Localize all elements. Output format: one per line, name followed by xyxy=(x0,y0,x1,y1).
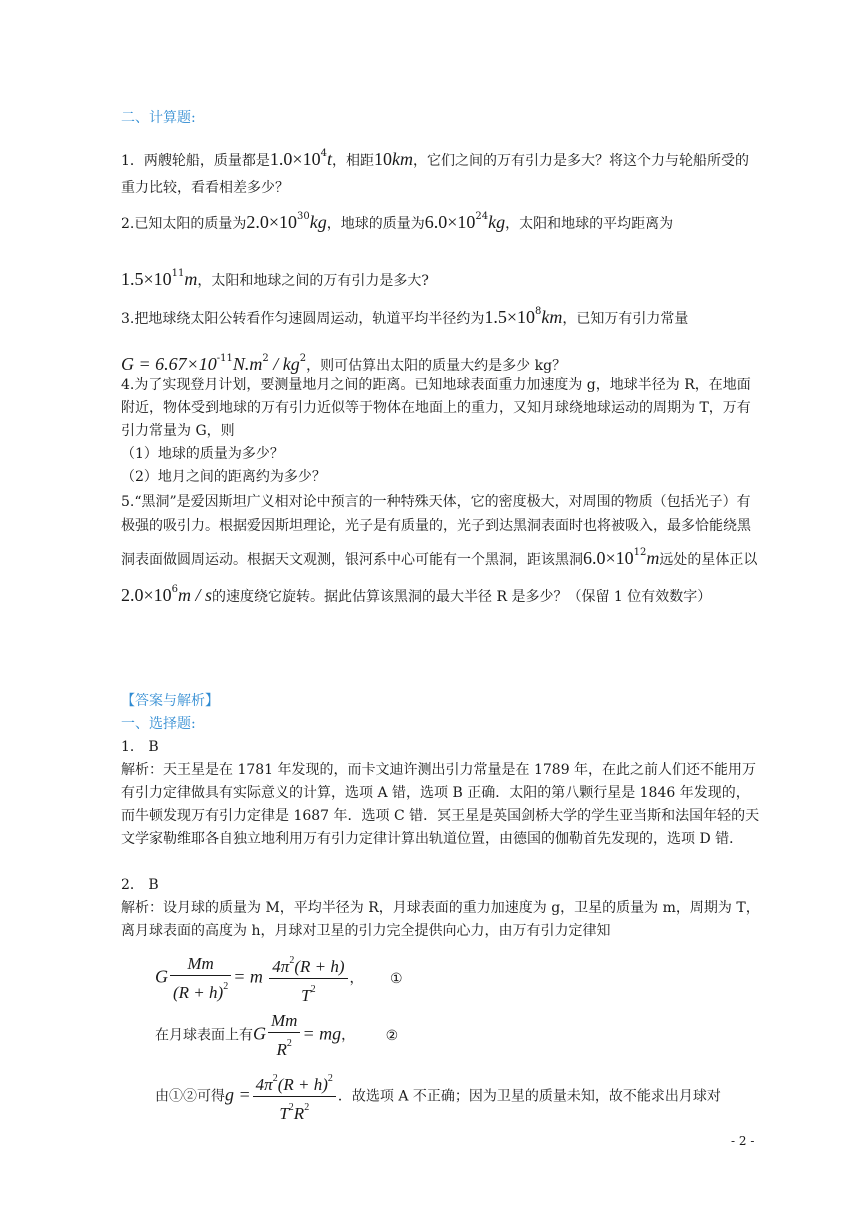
page-number: - 2 - xyxy=(731,1134,755,1148)
question-2: 2.已知太阳的质量为$2.0\times 10^{30}kg$，地球的质量为$6.0\times 10^{24}kg$，太阳和地球的平均距离为 $1.5\times 10^{11}m$，太阳和地球之间的万有引力是多大? xyxy=(121,211,674,289)
question-5: 5.“黑洞”是爱因斯坦广义相对论中预言的一种特殊天体，它的密度极大，对周围的物质（包括光子）有极强的吸引力。根据爱因斯坦理论，光子是有质量的，光子到达黑洞表面时也将被吸入，最多恰能绕黑洞表面做圆周运动。根据天文观测，银河系中心可能有一个黑洞，距该黑洞$6.0\times 10^{12}m$远处的星体正以$2.0\times 10^6m / s$的速度绕它旋转。据此估算该黑洞的最大半径 R 是多少？（保留 1 位有效数字） xyxy=(121,494,758,605)
answer-1: 1． B 解析：天王星是在 1781 年发现的，而卡文迪许测出引力常量是在 1789 年，在此之前人们还不能用万有引力定律做具有实际意义的计算，选项 A 错，选项 B 正确．太阳的第八颗行星是 1846 年发现的，而牛顿发现万有引力定律是 1687 年．选项 C 错．冥王星是英国剑桥大学的学生亚当斯和法国年轻的天文学家勒维耶各自独立地利用万有引力定律计算出轨道位置，由德国的伽勒首先发现的，选项 D 错． xyxy=(121,739,760,847)
calc-section-heading: 二、计算题: xyxy=(121,110,196,126)
question-4: 4.为了实现登月计划，要测量地月之间的距离。已知地球表面重力加速度为 g，地球半径为 R，在地面附近，物体受到地球的万有引力近似等于物体在地面上的重力，又知月球绕地球运动的周期为 T，万有引力常量为 G，则 （1）地球的质量为多少？ （2）地月之间的距离约为多少？ xyxy=(121,377,751,485)
question-3: 3.把地球绕太阳公转看作匀速圆周运动，轨道平均半径约为$1.5\times 10^8km$，已知万有引力常量 $G = 6.67\times 10^{-11}N.m^2 / kg^2$，则可估算出太阳的质量大约是多少 kg？ xyxy=(121,306,689,374)
choice-heading: 一、选择题: xyxy=(121,716,196,732)
answer-heading: 【答案与解析】 xyxy=(121,693,219,709)
equation-2: 在月球表面上有G $\frac{Mm}{R^2}$ = mg， ② xyxy=(155,1011,399,1059)
equation-3: 由①②可得g = $\frac{4\pi^2(R + h)^2}{T^2R^2}$ ．故选项 A 不正确；因为卫星的质量未知，故不能求出月球对 xyxy=(155,1068,765,1125)
answer-2: 2． B 解析：设月球的质量为 M，平均半径为 R，月球表面的重力加速度为 g，卫星的质量为 m，周期为 T，离月球表面的高度为 h，月球对卫星的引力完全提供向心力，由万有引力定律知 xyxy=(121,877,760,939)
question-1: 1．两艘轮船，质量都是$1.0\times 10^4t$，相距10km，它们之间的万有引力是多大？将这个力与轮船所受的重力比较，看看相差多少？ xyxy=(121,148,749,196)
equation-1: G $\frac{Mm}{(R + h)^2}$ = m $\frac{4\pi^2(R + h)}{T^2}$ ， ① xyxy=(155,950,715,1007)
